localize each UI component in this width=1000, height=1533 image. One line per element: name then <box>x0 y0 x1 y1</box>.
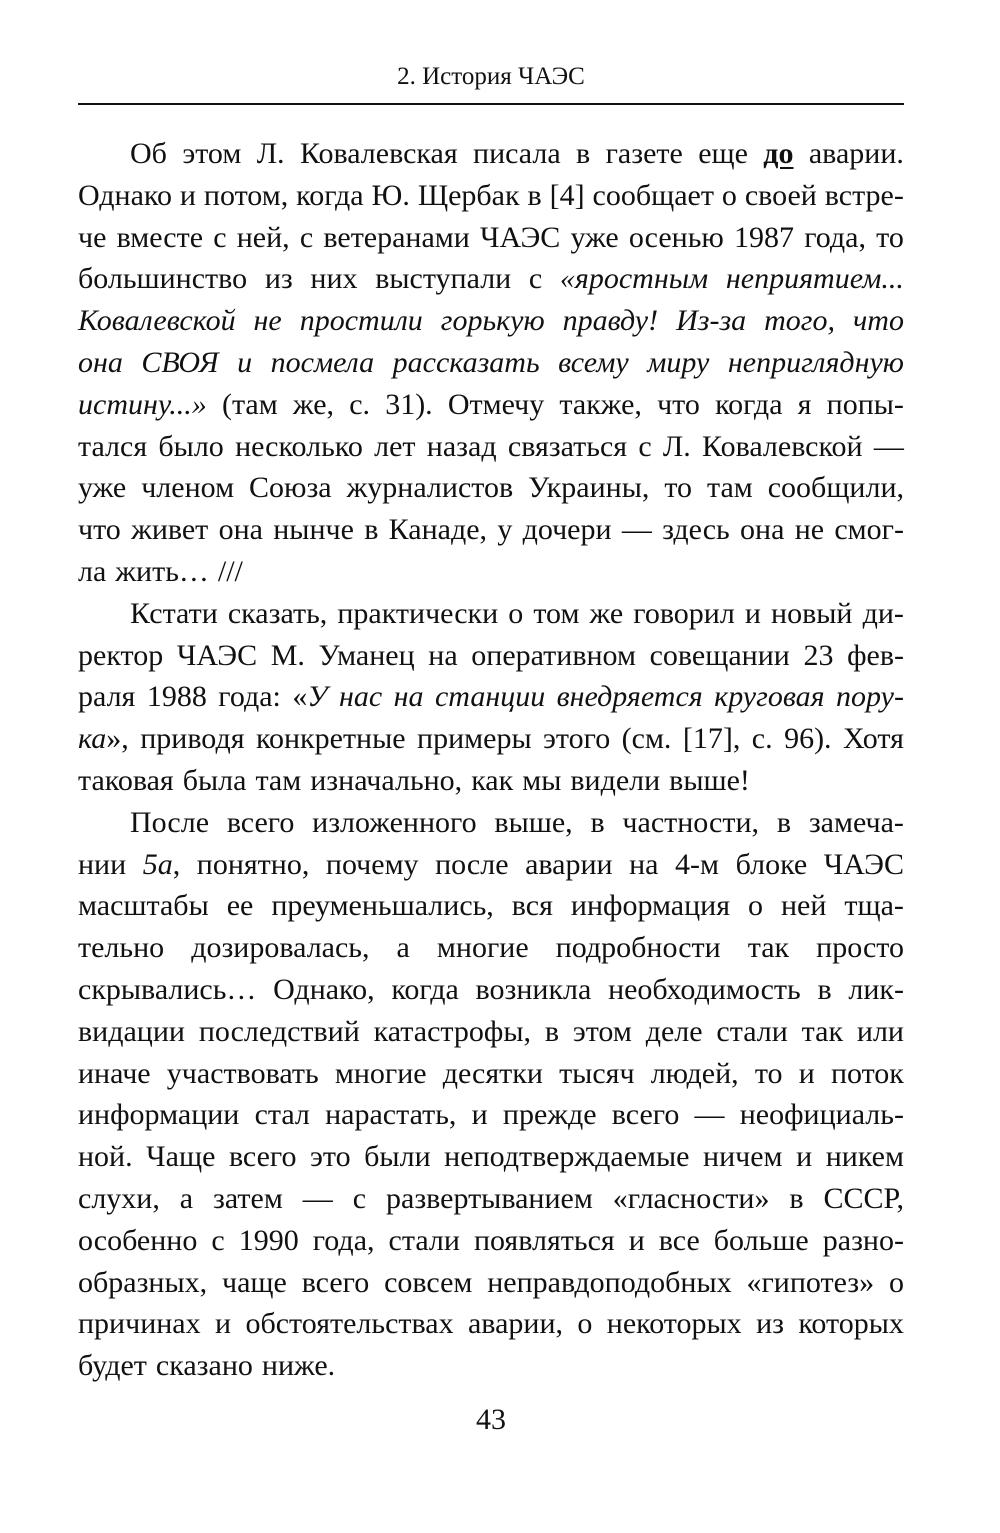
word: прежде <box>502 1098 597 1132</box>
word: выступали <box>375 262 512 296</box>
word: и <box>744 596 761 630</box>
word: она <box>78 345 123 379</box>
word: разно- <box>822 1223 904 1257</box>
word: преуменьшались, <box>271 889 494 923</box>
text-line <box>78 217 904 259</box>
word: масштабы <box>78 889 209 923</box>
word: поток <box>830 1056 904 1090</box>
word: простили <box>299 304 423 338</box>
word: миру <box>647 345 710 379</box>
word: своей <box>744 178 817 212</box>
header-rule <box>78 103 904 105</box>
text-line <box>78 384 904 426</box>
word: года, <box>804 220 866 254</box>
word: до <box>763 137 794 170</box>
word: изначально, <box>310 763 463 797</box>
word: сообщили, <box>767 471 904 505</box>
word: развертыванием <box>386 1181 593 1215</box>
word: у <box>497 513 513 547</box>
word: информация <box>570 889 730 923</box>
word: фев- <box>847 638 904 672</box>
text-line <box>78 593 904 635</box>
text-line <box>78 258 904 300</box>
text-line <box>78 133 904 175</box>
word: на <box>393 680 424 714</box>
word: выше! <box>669 763 750 797</box>
word: с. <box>349 387 371 421</box>
word: Ю. <box>371 178 410 212</box>
word: новый <box>771 596 853 630</box>
word: просто <box>816 931 904 965</box>
word: таковая <box>78 763 174 797</box>
word: в <box>364 513 379 547</box>
word: журналистов <box>346 471 514 505</box>
word: образных, <box>78 1265 208 1299</box>
word: иначе <box>78 1056 151 1090</box>
word: 96). <box>784 722 832 756</box>
text-line <box>78 1220 904 1262</box>
text-line <box>78 927 904 969</box>
word: же, <box>292 387 335 421</box>
word: назад <box>426 429 497 463</box>
word: Ковалевской <box>702 429 863 463</box>
word: видации <box>78 1014 185 1048</box>
word: из <box>264 262 293 296</box>
word: них <box>310 262 358 296</box>
word: это <box>310 1140 351 1174</box>
word: 23 <box>803 638 834 672</box>
word: в <box>789 1181 804 1215</box>
word: что <box>78 513 121 547</box>
word: круговая <box>714 680 825 714</box>
word: Ковалевской <box>78 304 236 338</box>
word: подробности <box>555 931 721 965</box>
word: Канаде, <box>388 513 488 547</box>
word: М. <box>270 638 305 672</box>
text-line <box>78 300 904 342</box>
text-line <box>78 760 904 802</box>
word: о <box>889 1265 904 1299</box>
word: ЧАЭС <box>480 220 561 254</box>
word: попы- <box>826 387 904 421</box>
word: особенно <box>78 1223 198 1257</box>
word: истину...» <box>78 387 207 421</box>
word: и <box>215 1307 232 1341</box>
word: было <box>158 429 224 463</box>
word: неправдоподобных <box>487 1265 732 1299</box>
word: «гипотез» <box>746 1265 875 1299</box>
word: участвовать <box>166 1056 319 1090</box>
word: в <box>527 178 542 212</box>
running-head: 2. История ЧАЭС <box>397 63 585 90</box>
word: несколько <box>235 429 363 463</box>
word: с. <box>751 722 773 756</box>
word: никем <box>825 1140 904 1174</box>
word: всего <box>226 805 295 839</box>
word: Однако, <box>273 972 375 1006</box>
word: и <box>628 1223 645 1257</box>
word: года, <box>312 1223 375 1257</box>
paragraph-2 <box>78 593 904 802</box>
word: ЧАЭС <box>176 638 258 672</box>
word: говорил <box>633 596 735 630</box>
word: внедряется <box>556 680 703 714</box>
word: 1990 <box>238 1223 299 1257</box>
word: стали <box>388 1223 460 1257</box>
text-line <box>78 969 904 1011</box>
word: — <box>873 429 904 463</box>
word: или <box>856 1014 904 1048</box>
word: когда <box>715 387 783 421</box>
word: появляться <box>473 1223 615 1257</box>
word: совсем <box>384 1265 473 1299</box>
word: ной. <box>78 1140 133 1174</box>
word: на <box>428 638 458 672</box>
word: рассказать <box>392 345 540 379</box>
word: скрывались… <box>78 972 257 1006</box>
word: 1988 <box>146 680 207 714</box>
word: сказать, <box>227 596 328 630</box>
word: /// <box>217 554 243 588</box>
word: что <box>852 304 904 338</box>
word: то <box>754 1056 783 1090</box>
word: нас <box>338 680 383 714</box>
text-line <box>78 635 904 677</box>
word: и <box>796 1140 813 1174</box>
word: ничем <box>703 1140 783 1174</box>
word: деле <box>645 1014 703 1048</box>
word: с <box>211 1223 225 1257</box>
text-line <box>78 551 904 593</box>
word: что <box>657 387 700 421</box>
word: ней, <box>236 220 290 254</box>
text-line <box>78 1178 904 1220</box>
word: то <box>876 220 904 254</box>
word: 5а, <box>142 847 181 881</box>
text-line <box>78 718 904 760</box>
word: с <box>213 220 227 254</box>
word: писала <box>473 137 561 170</box>
word: смог- <box>834 513 904 547</box>
word: дочери <box>522 513 612 547</box>
word: нынче <box>273 513 354 547</box>
word: последствий <box>198 1014 360 1048</box>
word: уже <box>78 471 127 505</box>
word: тался <box>78 429 148 463</box>
word: Уманец <box>318 638 415 672</box>
word: Об <box>130 137 167 170</box>
page-number: 43 <box>476 1403 506 1436</box>
word: жить… <box>115 554 209 588</box>
word: замеча- <box>808 805 904 839</box>
word: всего <box>301 1265 370 1299</box>
body-text <box>78 133 904 1387</box>
word: ней <box>780 889 827 923</box>
word: как <box>471 763 514 797</box>
text-line <box>78 175 904 217</box>
text-line <box>78 1011 904 1053</box>
word: я <box>797 387 812 421</box>
word: не <box>794 513 825 547</box>
word: людей, <box>650 1056 739 1090</box>
word: Отмечу <box>447 387 545 421</box>
word: 1987 <box>734 220 795 254</box>
word: осенью <box>628 220 724 254</box>
word: оперативном <box>471 638 636 672</box>
word: с <box>528 262 543 296</box>
word: обстоятельствах <box>245 1307 454 1341</box>
word: примеры <box>417 722 532 756</box>
text-line <box>78 426 904 468</box>
word: после <box>435 847 509 881</box>
word: «гласности» <box>612 1181 770 1215</box>
paragraph-1 <box>78 133 904 593</box>
paragraph-3 <box>78 802 904 1387</box>
word: почему <box>325 847 419 881</box>
word: десятки <box>442 1056 543 1090</box>
text-line <box>78 1094 904 1136</box>
word: Из-за <box>676 304 747 338</box>
word: аварии. <box>808 137 904 170</box>
word: «яростным <box>559 262 709 296</box>
word: сообщает <box>592 178 714 212</box>
word: и <box>471 1098 488 1132</box>
word: в <box>544 1014 559 1048</box>
word: тысяч <box>559 1056 635 1090</box>
word: — <box>621 513 652 547</box>
text-line <box>78 1136 904 1178</box>
word: Чаще <box>146 1140 216 1174</box>
word: которых <box>798 1307 904 1341</box>
word: Союза <box>249 471 332 505</box>
word: Ковалевская <box>299 137 458 170</box>
word: некоторых <box>606 1307 742 1341</box>
text-line <box>78 1303 904 1345</box>
text-line <box>78 885 904 927</box>
word: всему <box>558 345 629 379</box>
word: практически <box>337 596 499 630</box>
text-line <box>78 342 904 384</box>
word: связаться <box>507 429 628 463</box>
word: «У <box>292 680 328 714</box>
word: и <box>237 345 253 379</box>
word: здесь <box>662 513 730 547</box>
word: ла <box>78 554 107 588</box>
word: все <box>658 1223 700 1257</box>
word: — <box>694 1098 725 1132</box>
word: с <box>352 1181 367 1215</box>
word: посмела <box>270 345 375 379</box>
text-line <box>78 509 904 551</box>
word: этом <box>182 137 242 170</box>
text-line <box>78 844 904 886</box>
word: необходимость <box>608 972 801 1006</box>
word: там <box>707 471 753 505</box>
word: года: <box>218 680 281 714</box>
word: не <box>253 304 282 338</box>
word: ректор <box>78 638 164 672</box>
word: многие <box>334 1056 427 1090</box>
text-line <box>78 676 904 718</box>
word: понятно, <box>196 847 310 881</box>
word: Л. <box>256 137 285 170</box>
word: сказано <box>155 1349 253 1383</box>
word: неприятием... <box>725 262 904 296</box>
word: че <box>78 220 107 254</box>
word: членом <box>141 471 235 505</box>
word: станции <box>434 680 546 714</box>
word: всего <box>611 1098 680 1132</box>
word: ди- <box>862 596 904 630</box>
word: вместе <box>116 220 204 254</box>
word: аварии, <box>467 1307 563 1341</box>
word: Украины, <box>528 471 650 505</box>
word: неприглядную <box>727 345 904 379</box>
word: там <box>255 763 302 797</box>
word: о <box>747 889 763 923</box>
word: она <box>218 513 263 547</box>
word: причинах <box>78 1307 201 1341</box>
word: слухи, <box>78 1181 160 1215</box>
word: пору- <box>836 680 904 714</box>
word: в <box>817 972 832 1006</box>
word: стал <box>254 1098 310 1132</box>
word: приводя <box>140 722 245 756</box>
word: же <box>589 596 624 630</box>
word: том <box>533 596 580 630</box>
word: правду! <box>562 304 659 338</box>
word: с <box>299 220 314 254</box>
word: конкретные <box>255 722 406 756</box>
word: этого <box>543 722 611 756</box>
word: а <box>179 1181 194 1215</box>
word: блоке <box>735 847 808 881</box>
word: (см. <box>621 722 672 756</box>
word: еще <box>698 137 748 170</box>
word: а <box>396 931 410 965</box>
word: потом, <box>203 178 289 212</box>
word: того, <box>764 304 836 338</box>
text-line <box>78 802 904 844</box>
word: из <box>756 1307 784 1341</box>
word: больше <box>713 1223 809 1257</box>
word: выше, <box>494 805 573 839</box>
word: так <box>747 931 790 965</box>
word: СВОЯ <box>141 345 219 379</box>
word: с <box>638 429 652 463</box>
word: этом <box>572 1014 632 1048</box>
word: неофициаль- <box>739 1098 904 1132</box>
word: была <box>182 763 247 797</box>
word: она <box>740 513 785 547</box>
word: о <box>508 596 524 630</box>
word: то <box>664 471 693 505</box>
word: информации <box>78 1098 240 1132</box>
word: изложенного <box>312 805 477 839</box>
word: дозировалась, <box>191 931 370 965</box>
word: также, <box>559 387 642 421</box>
word: частности, <box>622 805 760 839</box>
word: — <box>302 1181 333 1215</box>
word: мы <box>522 763 562 797</box>
word: уже <box>570 220 619 254</box>
text-line <box>78 1345 904 1387</box>
word: когда <box>296 178 364 212</box>
word: аварии <box>525 847 613 881</box>
word: вся <box>511 889 553 923</box>
text-line <box>78 467 904 509</box>
word: были <box>364 1140 431 1174</box>
word: и <box>798 1056 815 1090</box>
word: СССР, <box>823 1181 904 1215</box>
word: 4-м <box>675 847 720 881</box>
word: (там <box>221 387 278 421</box>
word: на <box>629 847 659 881</box>
word: о <box>721 178 737 212</box>
word: в <box>776 805 792 839</box>
word: всего <box>228 1140 297 1174</box>
word: многие <box>436 931 529 965</box>
word: Хотя <box>843 722 904 756</box>
word: ее <box>226 889 254 923</box>
word: встре- <box>824 178 904 212</box>
word: совещании <box>649 638 790 672</box>
word: когда <box>391 972 459 1006</box>
word: лик- <box>848 972 904 1006</box>
word: горькую <box>440 304 545 338</box>
word: чаще <box>222 1265 287 1299</box>
word: раля <box>78 680 136 714</box>
word: затем <box>213 1181 283 1215</box>
word: [4] <box>549 178 585 212</box>
word: живет <box>131 513 209 547</box>
book-page <box>78 0 904 1533</box>
word: и <box>179 178 196 212</box>
word: [17], <box>682 722 741 756</box>
word: так <box>801 1014 844 1048</box>
word: катастрофы, <box>373 1014 531 1048</box>
word: После <box>130 805 210 839</box>
word: Однако <box>78 178 172 212</box>
word: лет <box>374 429 416 463</box>
word: в <box>590 805 605 839</box>
word: Щербак <box>417 178 520 212</box>
text-line <box>78 1053 904 1095</box>
text-line <box>78 1262 904 1304</box>
word: 31). <box>385 387 433 421</box>
word: о <box>577 1307 593 1341</box>
word: неподтверждаемые <box>444 1140 690 1174</box>
word: видели <box>570 763 661 797</box>
word: большинство <box>78 262 248 296</box>
word: ниже. <box>261 1349 336 1383</box>
word: возникла <box>475 972 592 1006</box>
word: тельно <box>78 931 165 965</box>
word: нии <box>78 847 127 881</box>
word: ветеранами <box>323 220 470 254</box>
word: ка», <box>78 722 129 756</box>
word: нарастать, <box>325 1098 457 1132</box>
word: Л. <box>662 429 691 463</box>
word: в <box>576 137 591 170</box>
word: Кстати <box>130 596 218 630</box>
word: стали <box>716 1014 788 1048</box>
word: газете <box>605 137 683 170</box>
word: тща- <box>844 889 904 923</box>
word: ЧАЭС <box>823 847 904 881</box>
word: будет <box>78 1349 147 1383</box>
